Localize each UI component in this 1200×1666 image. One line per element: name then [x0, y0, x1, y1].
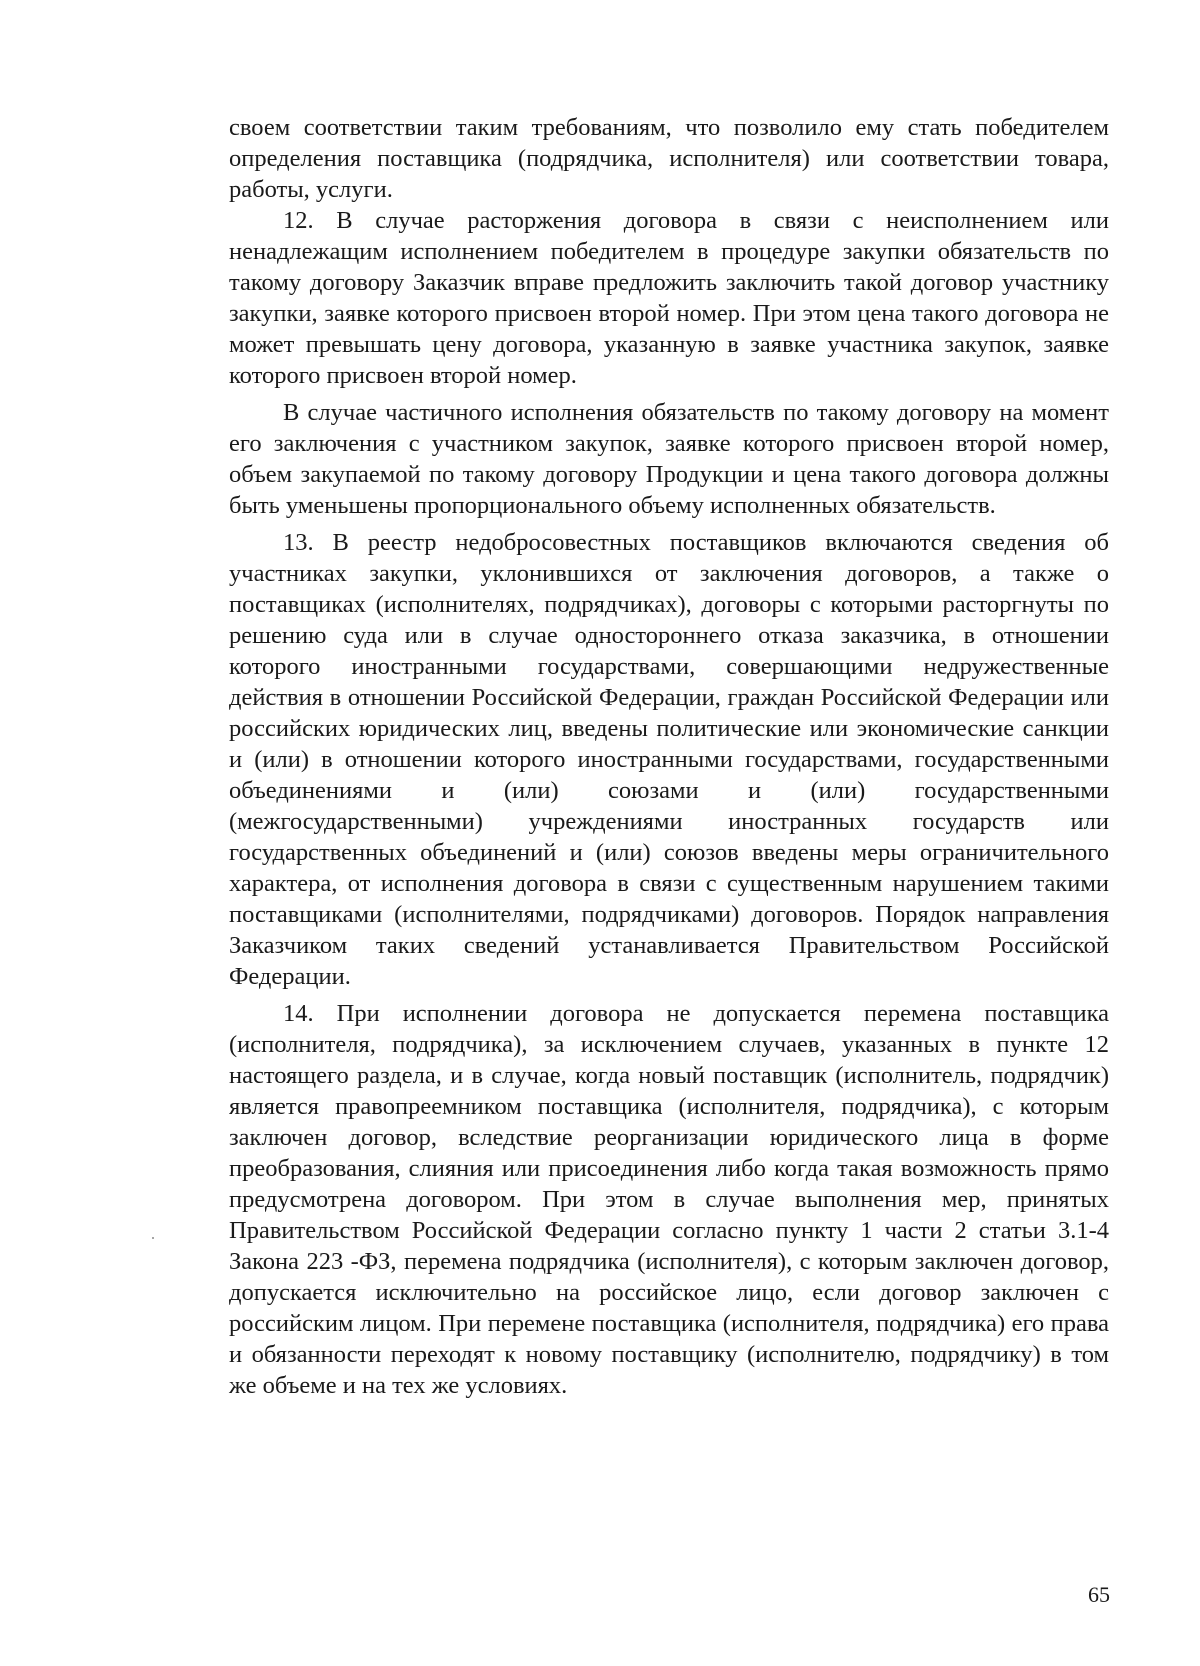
- document-body: [229, 112, 1109, 1401]
- page-number: 65: [1088, 1582, 1110, 1607]
- paragraph-clause-14: 14. При исполнении договора не допускается перемена поставщика (исполнителя, подрядчика), за исключением случаев, указанных в пункте 12 настоящего раздела, и в случае, когда новый поставщик (исполнитель, подрядчик) является правопреемником поставщика (исполнителя, подрядчика), с которым заключен договор, вследствие реорганизации юридического лица в форме преобразования, слияния или присоединения либо когда такая возможность прямо предусмотрена договором. При этом в случае выполнения мер, принятых Правительством Российской Федерации согласно пункту 1 части 2 статьи 3.1-4 Закона 223 -ФЗ, перемена подрядчика (исполнителя), с которым заключен договор, допускается исключительно на российское лицо, если договор заключен с российским лицом. При перемене поставщика (исполнителя, подрядчика) его права и обязанности переходят к новому поставщику (исполнителю, подрядчику) в том же объеме и на тех же условиях.: [229, 1000, 1109, 1399]
- paragraph-clause-13: 13. В реестр недобросовестных поставщиков включаются сведения об участниках закупки, уклонившихся от заключения договоров, а также о поставщиках (исполнителях, подрядчиках), договоры с которыми расторгнуты по решению суда или в случае одностороннего отказа заказчика, в отношении которого иностранными государствами, совершающими недружественные действия в отношении Российской Федерации, граждан Российской Федерации или российских юридических лиц, введены политические или экономические санкции и (или) в отношении которого иностранными государствами, государственными объединениями и (или) союзами и (или) государственными (межгосударственными) учреждениями иностранных государств или государственных объединений и (или) союзов введены меры ограничительного характера, от исполнения договора в связи с существенным нарушением такими поставщиками (исполнителями, подрядчиками) договоров. Порядок направления Заказчиком таких сведений устанавливается Правительством Российской Федерации.: [229, 529, 1109, 990]
- paragraph-clause-12: 12. В случае расторжения договора в связи с неисполнением или ненадлежащим исполнением победителем в процедуре закупки обязательств по такому договору Заказчик вправе предложить заключить такой договор участнику закупки, заявке которого присвоен второй номер. При этом цена такого договора не может превышать цену договора, указанную в заявке участника закупок, заявке которого присвоен второй номер.: [229, 207, 1109, 389]
- paragraph-continuation: своем соответствии таким требованиям, что позволило ему стать победителем определения поставщика (подрядчика, исполнителя) или соответствии товара, работы, услуги.: [229, 114, 1109, 203]
- scan-speck: [152, 1237, 154, 1239]
- paragraph-partial-performance: В случае частичного исполнения обязательств по такому договору на момент его заключения с участником закупок, заявке которого присвоен второй номер, объем закупаемой по такому договору Продукции и цена такого договора должны быть уменьшены пропорционального объему исполненных обязательств.: [229, 399, 1109, 519]
